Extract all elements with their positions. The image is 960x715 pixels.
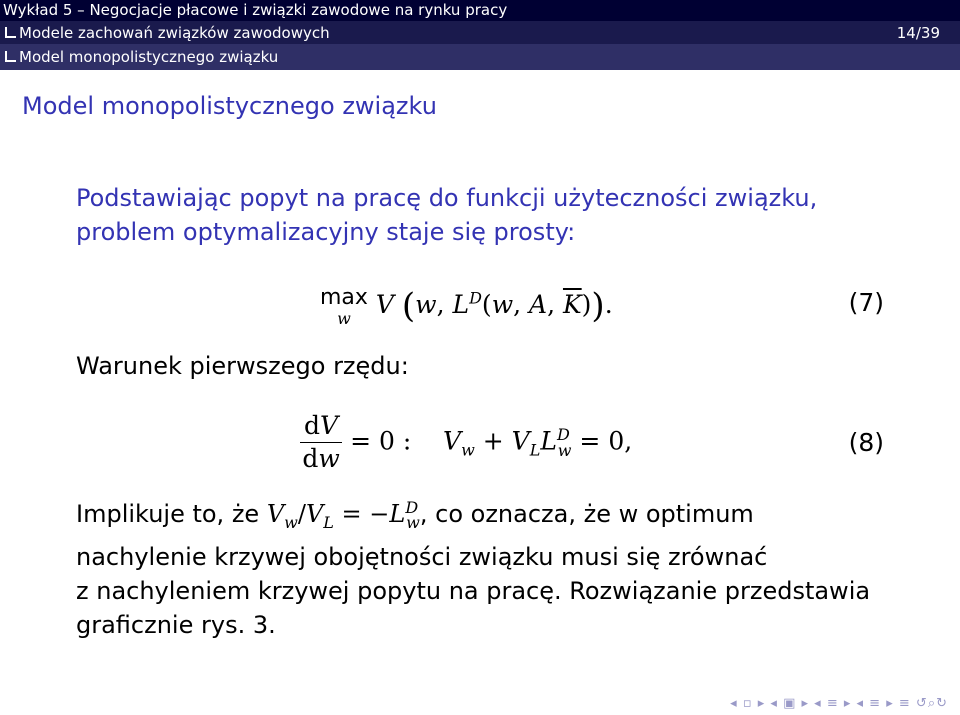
nav-search-icon[interactable]: ↺⌕↻: [915, 696, 948, 711]
equation-7: max w V (w, $L^D(w$, A, $\overline{K}$)).: [320, 285, 613, 328]
subsection-breadcrumb[interactable]: Model monopolistycznego związku: [3, 48, 278, 66]
nav-subsection-icon[interactable]: ◂ ≡ ▸: [856, 696, 894, 711]
page-number: 14/39: [896, 24, 940, 42]
condition-label: Warunek pierwszego rzędu:: [76, 352, 409, 380]
breadcrumb-elbow-icon: [5, 27, 16, 38]
nav-next-frame-icon[interactable]: ◂ ▣ ▸: [770, 696, 810, 711]
equation-7-number: (7): [848, 288, 884, 317]
lecture-title: Wykład 5 – Negocjacje płacowe i związki zawodowe na rynku pracy: [3, 1, 508, 19]
header-lecture-title: [0, 0, 960, 21]
frame-title: Model monopolistycznego związku: [22, 92, 437, 120]
equation-8-number: (8): [848, 428, 884, 457]
implication-text: Implikuje to, że $V_w/V_L = -L^D_w$, co oznacza, że w optimum nachylenie krzywej obojętności związku musi się zrównać z nachyleniem krzywej popytu na pracę. Rozwiązanie przedstawia graficznie rys. 3.: [76, 498, 871, 639]
max-operator: max w: [320, 285, 368, 328]
intro-text: Podstawiając popyt na pracę do funkcji użyteczności związku, problem optymalizacyjny staje się prosty:: [76, 184, 818, 246]
header-subsection-bar: [0, 44, 960, 70]
nav-prev-frame-icon[interactable]: ◂ ▫ ▸: [730, 696, 766, 711]
breadcrumb-elbow-icon: [5, 51, 16, 62]
equation-8: $\frac{dV}{dw}$ = 0 : $V_w + V_LL^D_w = 0$,: [300, 410, 632, 475]
inline-formula: $V_w/V_L = -L^D_w$: [266, 498, 420, 532]
beamer-navigation: [730, 696, 948, 711]
nav-section-icon[interactable]: ◂ ≡ ▸: [814, 696, 852, 711]
header-section-bar: [0, 21, 960, 44]
section-breadcrumb[interactable]: Modele zachowań związków zawodowych: [3, 24, 330, 44]
nav-align-icon[interactable]: ≡: [898, 696, 911, 711]
derivative-fraction: $\frac{dV}{dw}$: [300, 410, 342, 475]
